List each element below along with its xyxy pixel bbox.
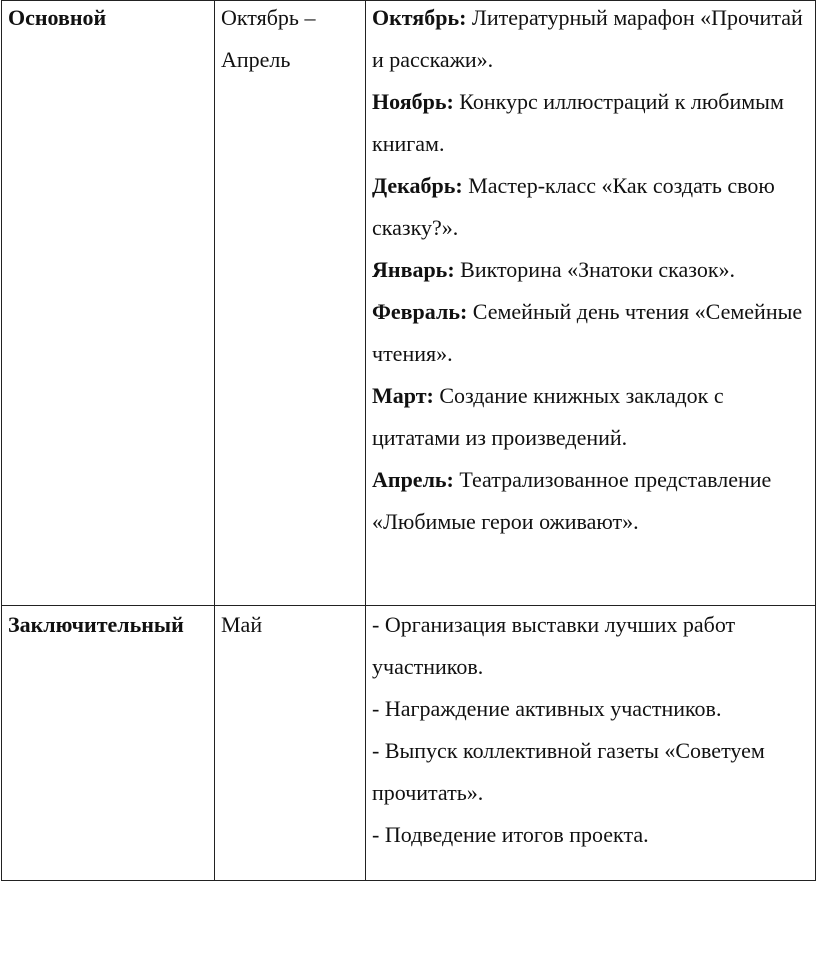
event-text: Викторина «Знатоки сказок».	[460, 257, 736, 282]
event-october	[372, 0, 809, 81]
event-month: Март:	[372, 383, 434, 408]
project-stages-table	[1, 0, 816, 881]
stage-cell	[2, 1, 215, 606]
final-item: - Организация выставки лучших работ участников.	[372, 612, 736, 679]
stage-cell	[2, 606, 215, 881]
final-item: - Выпуск коллективной газеты «Советуем прочитать».	[372, 738, 765, 805]
event-month: Апрель:	[372, 467, 454, 492]
event-november	[372, 81, 809, 165]
table-row-main-stage	[2, 1, 816, 606]
event-march	[372, 375, 809, 459]
event-text: Конкурс иллюстраций к любимым книгам.	[372, 89, 784, 156]
event-month: Декабрь:	[372, 173, 463, 198]
event-text: Мастер-класс «Как создать свою сказку?».	[372, 173, 775, 240]
period-cell	[215, 1, 366, 606]
event-february	[372, 291, 809, 375]
event-month: Февраль:	[372, 299, 468, 324]
event-text: Литературный марафон «Прочитай и расскажи».	[372, 5, 803, 72]
event-april	[372, 459, 809, 543]
table-row-final-stage	[2, 606, 816, 881]
event-month: Ноябрь:	[372, 89, 454, 114]
event-text: Создание книжных закладок с цитатами из произведений.	[372, 383, 724, 450]
events-cell	[366, 606, 816, 881]
event-month: Январь:	[372, 257, 455, 282]
final-item: - Награждение активных участников.	[372, 696, 722, 721]
event-december	[372, 165, 809, 249]
events-cell	[366, 1, 816, 606]
event-month: Октябрь:	[372, 5, 467, 30]
event-text: Театрализованное представление «Любимые герои оживают».	[372, 467, 772, 534]
period-text: Май	[221, 612, 263, 637]
event-text: Семейный день чтения «Семейные чтения».	[372, 299, 803, 366]
event-january	[372, 249, 809, 291]
final-item: - Подведение итогов проекта.	[372, 822, 649, 847]
period-cell	[215, 606, 366, 881]
stage-name: Заключительный	[8, 612, 184, 637]
period-text: Октябрь – Апрель	[221, 5, 316, 72]
stage-name: Основной	[8, 5, 107, 30]
